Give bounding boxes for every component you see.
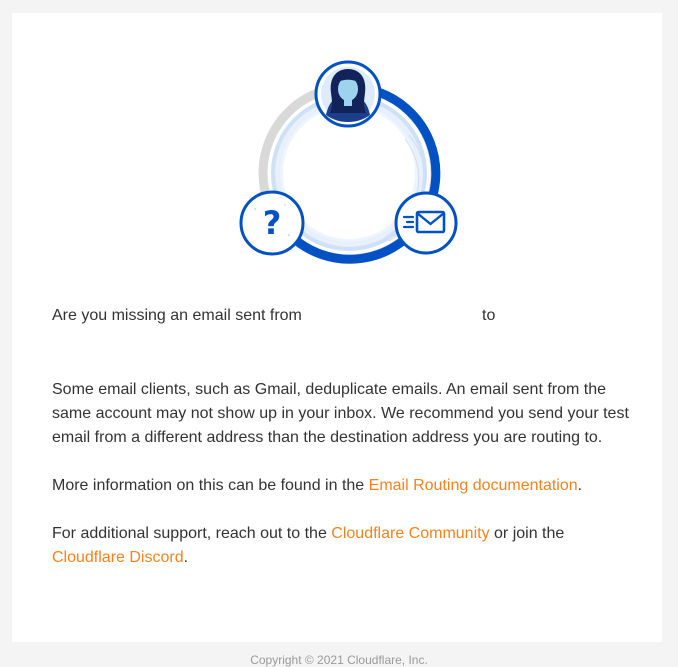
svg-text:?: ? <box>262 204 282 242</box>
cloudflare-discord-link[interactable]: Cloudflare Discord <box>52 549 184 566</box>
more-info-paragraph <box>52 474 632 498</box>
email-card <box>12 13 662 642</box>
missing-email-line <box>52 304 632 328</box>
missing-email-prefix: Are you missing an email sent from <box>52 307 302 324</box>
question-icon <box>241 192 303 254</box>
more-info-prefix: More information on this can be found in the <box>52 477 365 494</box>
footer-copyright: Copyright © 2021 Cloudflare, Inc. <box>250 653 428 667</box>
cloudflare-community-link[interactable]: Cloudflare Community <box>331 525 490 542</box>
more-info-suffix: . <box>577 477 583 494</box>
user-avatar-icon <box>316 62 380 126</box>
support-suffix: . <box>183 549 189 566</box>
support-paragraph <box>52 522 632 570</box>
dedupe-paragraph: Some email clients, such as Gmail, deduplicate emails. An email sent from the same account may not show up in your inbox. We recommend you send your test email from a different address than the destination address you are routing to. <box>52 381 629 446</box>
missing-email-to: to <box>482 307 496 324</box>
support-middle: or join the <box>494 525 565 542</box>
envelope-send-icon <box>396 193 456 253</box>
message-body <box>52 304 632 570</box>
support-prefix: For additional support, reach out to the <box>52 525 327 542</box>
email-routing-docs-link[interactable]: Email Routing documentation <box>368 477 578 494</box>
email-routing-illustration <box>225 49 475 289</box>
